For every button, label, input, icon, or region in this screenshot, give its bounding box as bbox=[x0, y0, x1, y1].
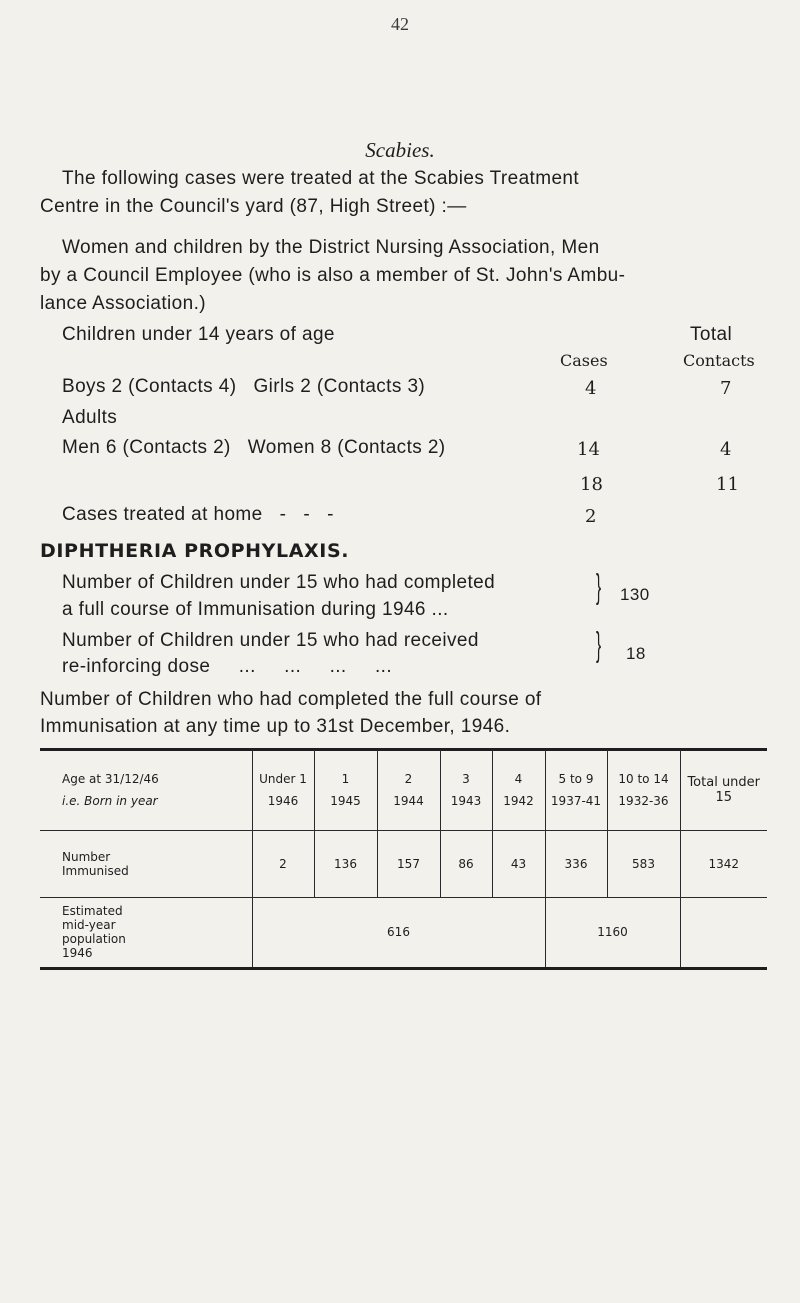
table-row-rule-2 bbox=[40, 897, 767, 898]
population-5to14: 1160 bbox=[545, 897, 680, 967]
immunised-total: 1342 bbox=[680, 830, 767, 897]
immunised-value: 336 bbox=[545, 830, 607, 897]
scabies-intro-line-2: Centre in the Council's yard (87, High Street) :— bbox=[40, 196, 467, 217]
scabies-staff-line-1: Women and children by the District Nursing Association, Men bbox=[62, 237, 600, 258]
col-header-total bbox=[680, 750, 767, 830]
immunised-row bbox=[40, 830, 767, 897]
total-contacts: 11 bbox=[716, 474, 739, 495]
reinforcing-value: 18 bbox=[626, 644, 646, 663]
population-total-empty bbox=[680, 897, 767, 967]
full-course-brace: } bbox=[596, 568, 602, 606]
adults-contacts: 4 bbox=[720, 439, 732, 460]
men-women-line: Men 6 (Contacts 2) Women 8 (Contacts 2) bbox=[62, 437, 446, 458]
col-header-bottom: 1946 bbox=[267, 794, 299, 808]
col-header-under1 bbox=[252, 750, 314, 830]
scabies-staff-line-2: by a Council Employee (who is also a member of St. John's Ambu- bbox=[40, 265, 626, 286]
immunised-value: 43 bbox=[492, 830, 545, 897]
col-header-top: 4 bbox=[514, 772, 523, 786]
col-header-top: 5 to 9 bbox=[558, 772, 594, 786]
col-header-bottom: 1945 bbox=[330, 794, 361, 808]
home-cases: 2 bbox=[585, 506, 597, 527]
col-header-1 bbox=[314, 750, 377, 830]
col-header-top: 3 bbox=[462, 772, 470, 786]
immunised-value: 86 bbox=[440, 830, 492, 897]
table-row-rule-1 bbox=[40, 830, 767, 831]
completed-line-2: Immunisation at any time up to 31st December, 1946. bbox=[40, 716, 511, 737]
total-cases: 18 bbox=[580, 474, 603, 495]
col-header-top: 1 bbox=[341, 772, 350, 786]
immunised-label: Number Immunised bbox=[62, 849, 129, 878]
total-label: Total bbox=[690, 324, 733, 345]
population-under5: 616 bbox=[252, 897, 545, 967]
scabies-staff-line-3: lance Association.) bbox=[40, 293, 207, 314]
children-contacts: 7 bbox=[720, 378, 732, 399]
completed-line-1: Number of Children who had completed the full course of bbox=[40, 689, 542, 710]
children-cases: 4 bbox=[585, 378, 597, 399]
scabies-heading: Scabies. bbox=[365, 138, 435, 162]
col-header-bottom: 1932-36 bbox=[618, 794, 669, 808]
home-label: Cases treated at home - - - bbox=[62, 504, 334, 525]
full-course-line-1: Number of Children under 15 who had completed bbox=[62, 572, 496, 593]
cases-label: Cases bbox=[560, 351, 608, 370]
col-header-2 bbox=[377, 750, 440, 830]
immunisation-table bbox=[40, 750, 767, 967]
row-header-born: i.e. Born in year bbox=[62, 794, 158, 808]
table-header-row bbox=[40, 750, 767, 830]
population-row bbox=[40, 897, 767, 967]
row-header-cell bbox=[40, 750, 252, 830]
diphtheria-heading: DIPHTHERIA PROPHYLAXIS. bbox=[40, 540, 350, 562]
scabies-intro-line-1: The following cases were treated at the Scabies Treatment bbox=[62, 168, 580, 189]
col-header-3 bbox=[440, 750, 492, 830]
table-bottom-rule bbox=[40, 967, 767, 970]
immunised-value: 136 bbox=[314, 830, 377, 897]
col-header-total-label: Total under 15 bbox=[687, 775, 761, 805]
col-header-5to9 bbox=[545, 750, 607, 830]
boys-girls-line: Boys 2 (Contacts 4) Girls 2 (Contacts 3) bbox=[62, 376, 426, 397]
full-course-line-2: a full course of Immunisation during 1946 ... bbox=[62, 599, 449, 620]
children-label: Children under 14 years of age bbox=[62, 324, 335, 345]
contacts-label: Contacts bbox=[683, 351, 755, 370]
row-header-age: Age at 31/12/46 bbox=[62, 772, 159, 786]
reinforcing-brace: } bbox=[596, 626, 602, 664]
page-number: 42 bbox=[391, 14, 409, 34]
col-header-4 bbox=[492, 750, 545, 830]
immunised-value: 583 bbox=[607, 830, 680, 897]
reinforcing-line-2: re-inforcing dose ... ... ... ... bbox=[62, 656, 393, 677]
col-header-top: 2 bbox=[404, 772, 413, 786]
col-header-bottom: 1937-41 bbox=[550, 794, 602, 808]
full-course-value: 130 bbox=[620, 585, 650, 604]
population-label: Estimated mid-year population 1946 bbox=[62, 904, 126, 960]
immunised-value: 2 bbox=[252, 830, 314, 897]
col-header-top: 10 to 14 bbox=[618, 772, 669, 786]
reinforcing-line-1: Number of Children under 15 who had received bbox=[62, 630, 479, 651]
col-header-bottom: 1943 bbox=[450, 794, 482, 808]
adults-cases: 14 bbox=[577, 439, 600, 460]
col-header-10to14 bbox=[607, 750, 680, 830]
col-header-top: Under 1 bbox=[259, 772, 307, 786]
immunised-value: 157 bbox=[377, 830, 440, 897]
adults-label: Adults bbox=[62, 407, 118, 428]
col-header-bottom: 1944 bbox=[393, 794, 424, 808]
col-header-bottom: 1942 bbox=[503, 794, 534, 808]
